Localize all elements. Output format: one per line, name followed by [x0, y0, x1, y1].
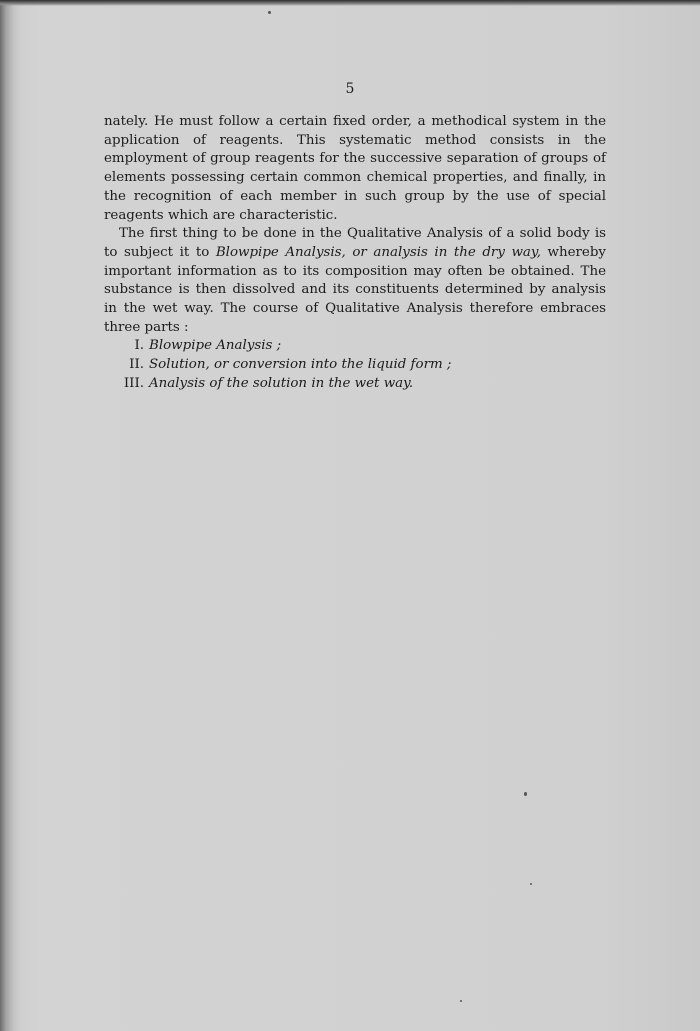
paper-speck: [460, 1000, 462, 1002]
paragraph-qualitative-analysis: [104, 225, 606, 337]
paper-speck: [524, 792, 527, 796]
page-number: 5: [345, 81, 355, 97]
parts-list: [104, 337, 606, 393]
emphasis-blowpipe-analysis: Blowpipe Analysis, or analysis in the dry way,: [215, 244, 541, 260]
paragraph-continuation: nately. He must follow a certain fixed order, a methodical system in the application of reagents. This systematic method consists in the employment of group reagents for the successive separation of groups of elements possessing certain common chemical properties, and finally, in the recognition of each member in such group by the use of special reagents which are characteristic.: [104, 114, 606, 223]
paper-speck: [268, 11, 271, 14]
paper-speck: [530, 883, 532, 885]
list-item: [104, 337, 606, 356]
list-numeral: III.: [123, 375, 144, 391]
list-item-text: Solution, or conversion into the liquid form ;: [149, 357, 452, 373]
body-text: [104, 113, 606, 394]
paragraph-text-end: whereby important information as to its composition may often be obtained. The substance is then dissolved and its constituents determined by analysis in the wet way. The course of Qualitative Analysis therefore embraces three parts :: [104, 244, 606, 335]
list-item-text: Blowpipe Analysis ;: [149, 338, 282, 354]
top-edge-shadow: [0, 0, 700, 6]
list-item: [104, 356, 606, 375]
paragraph-text-start: The first thing to be done in the Qualitative Analysis of a solid body is to subject it to: [104, 226, 606, 260]
list-numeral: II.: [129, 357, 144, 373]
list-item: [104, 375, 606, 394]
list-numeral: I.: [134, 338, 144, 354]
book-spine-shadow: [0, 0, 22, 1031]
list-item-text: Analysis of the solution in the wet way.: [149, 375, 414, 391]
